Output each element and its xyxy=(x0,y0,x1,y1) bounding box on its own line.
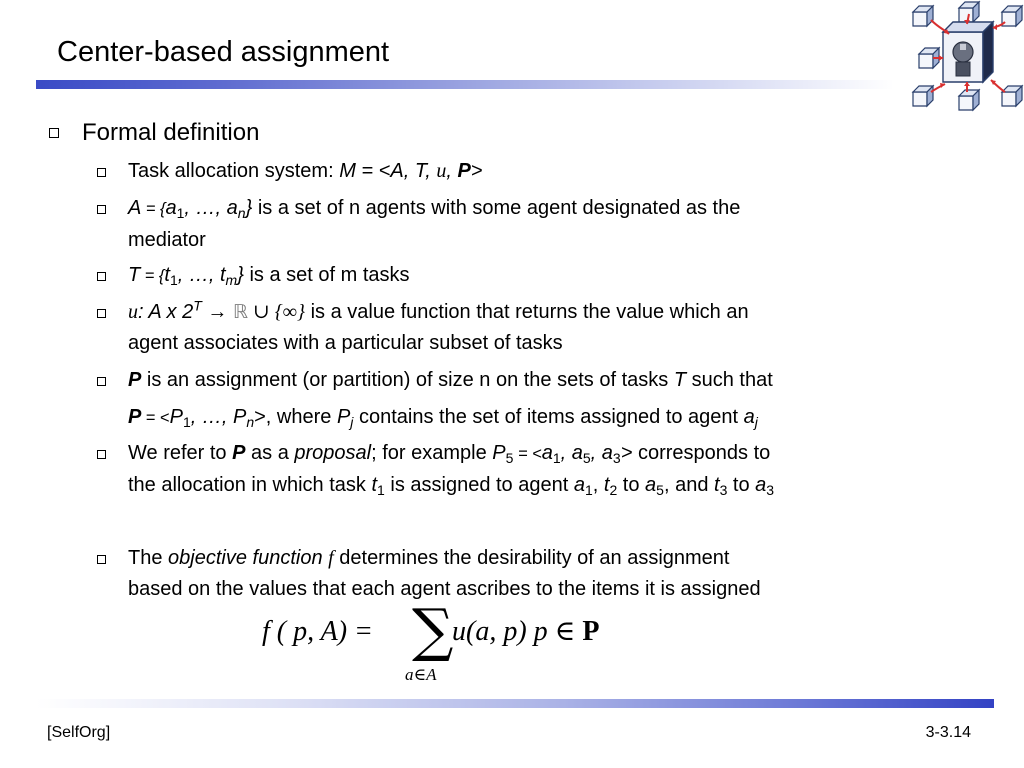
summation-index: a∈A xyxy=(405,665,437,684)
formal-definition-heading: Formal definition xyxy=(82,119,260,146)
checkbox-bullet-icon xyxy=(97,205,106,214)
checkbox-bullet-icon xyxy=(97,168,106,177)
checkbox-bullet-icon xyxy=(97,555,106,564)
footer-slide-number: 3-3.14 xyxy=(925,724,971,741)
checkbox-bullet-icon xyxy=(49,128,59,138)
checkbox-bullet-icon xyxy=(97,309,106,318)
checkbox-bullet-icon xyxy=(97,450,106,459)
self-organization-logo xyxy=(905,0,1024,112)
assignment-definition-line: $P = <P_1$, …, $P_n>$, where $P_j$ contains the set of items assigned to agent $a_j$ xyxy=(128,406,758,430)
bullet-value-function: u: A x $2^T$ → ℝ ∪ {∞} is a value function that returns the value which an agent associates with a particular subset of tasks xyxy=(128,297,749,354)
checkbox-bullet-icon xyxy=(97,272,106,281)
bullet-assignment-partition: P is an assignment (or partition) of size n on the sets of tasks T such that xyxy=(128,369,773,391)
slide-title: Center-based assignment xyxy=(57,36,390,68)
bullet-objective-function: The objective function f determines the desirability of an assignment based on the values that each agent ascribes to the items it is assigned xyxy=(128,547,761,600)
footer-bar xyxy=(36,699,994,708)
objective-formula-rhs: u(a, p) p ∈ P xyxy=(452,616,600,647)
bullet-proposal: We refer to P as a proposal; for example $P_5 = <a_1$, $a_5$, $a_3>$ corresponds to the allocation in which task $t_1$ is assigned to agent $a_1$, $t_2$ to $a_5$, and $t_3$ to $a_3$ xyxy=(128,442,775,498)
checkbox-bullet-icon xyxy=(97,377,106,386)
bullet-task-set: $T = \{t_1$, …, $t_m$} is a set of m tasks xyxy=(128,264,410,288)
bullet-task-allocation-system: Task allocation system: M = <A, T, u, P> xyxy=(128,160,483,182)
title-underline-bar xyxy=(36,80,894,89)
objective-formula-lhs: f ( p, A) = xyxy=(262,616,373,647)
footer-course-tag: [SelfOrg] xyxy=(47,724,111,741)
bullet-agent-set: $A = \{a_1$, …, $a_n$} is a set of n agents with some agent designated as the mediator xyxy=(128,197,741,251)
summation-symbol: ∑ xyxy=(412,596,454,664)
